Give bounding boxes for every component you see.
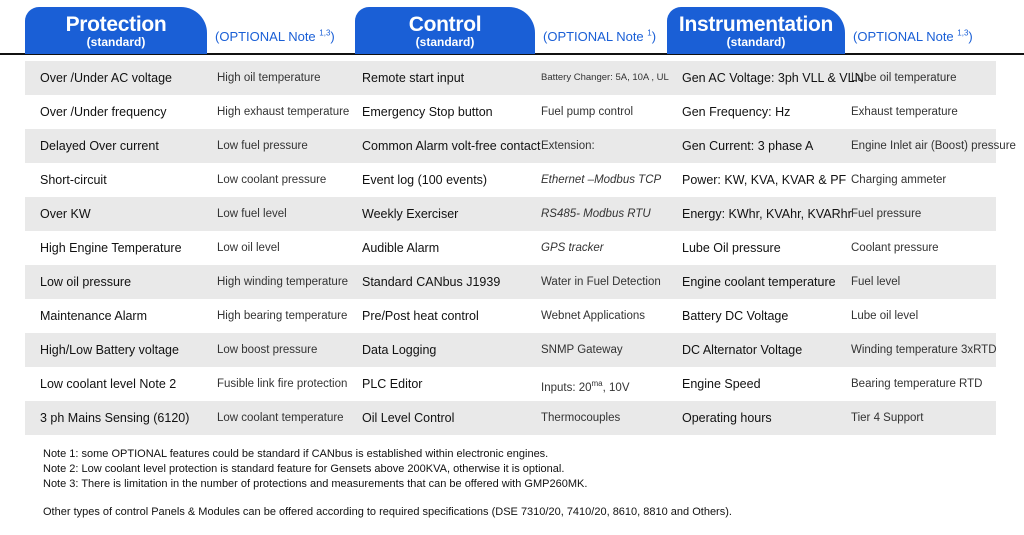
instrumentation-standard-cell: Power: KW, KVA, KVAR & PF [682, 173, 847, 187]
instrumentation-standard-cell: Engine coolant temperature [682, 275, 836, 289]
table-row [25, 163, 996, 197]
control-standard-cell: Common Alarm volt-free contact [362, 139, 541, 153]
control-optional-cell: GPS tracker [541, 242, 604, 254]
instrumentation-optional-cell: Winding temperature 3xRTD [851, 344, 997, 356]
instrumentation-optional-cell: Engine Inlet air (Boost) pressure [851, 140, 1016, 152]
control-standard-cell: Data Logging [362, 343, 437, 357]
protection-optional-cell: High oil temperature [217, 72, 321, 84]
protection-standard-cell: Over /Under frequency [40, 105, 167, 119]
table-row [25, 231, 996, 265]
control-optional-sup: 1 [647, 28, 652, 38]
protection-header-tab [25, 7, 207, 54]
control-standard-cell: PLC Editor [362, 377, 423, 391]
control-optional-cell: Ethernet –Modbus TCP [541, 174, 662, 186]
protection-optional-cell: High winding temperature [217, 276, 349, 288]
protection-optional-cell: Low coolant pressure [217, 174, 327, 186]
protection-subtitle: (standard) [86, 35, 146, 49]
control-standard-cell: Oil Level Control [362, 411, 455, 425]
instrumentation-standard-cell: Energy: KWhr, KVAhr, KVARhr [682, 207, 852, 221]
protection-optional-close: ) [330, 29, 335, 44]
instrumentation-optional-cell: Lube oil level [851, 310, 919, 322]
protection-standard-cell: High Engine Temperature [40, 241, 182, 255]
protection-optional-cell: Low fuel pressure [217, 140, 308, 152]
instrumentation-optional-cell: Exhaust temperature [851, 106, 958, 118]
protection-optional-cell: Low oil level [217, 242, 280, 254]
instrumentation-title: Instrumentation [678, 13, 834, 36]
instrumentation-optional-cell: Lube oil temperature [851, 72, 957, 84]
protection-optional-cell: Low fuel level [217, 208, 287, 220]
instrumentation-standard-cell: Operating hours [682, 411, 772, 425]
control-standard-cell: Weekly Exerciser [362, 207, 459, 221]
instrumentation-standard-cell: Engine Speed [682, 377, 761, 391]
instrumentation-standard-cell: Lube Oil pressure [682, 241, 781, 255]
instrumentation-standard-cell: DC Alternator Voltage [682, 343, 803, 357]
control-optional-close: ) [651, 29, 657, 44]
plc-inputs-tail: , 10V [602, 381, 630, 394]
control-standard-cell: Emergency Stop button [362, 105, 493, 119]
instrumentation-standard-cell: Gen Frequency: Hz [682, 105, 791, 119]
control-title: Control [408, 13, 482, 36]
footnotes [43, 447, 587, 492]
table-row [25, 299, 996, 333]
control-optional-cell: Water in Fuel Detection [541, 276, 661, 288]
protection-standard-cell: Low coolant level Note 2 [40, 377, 177, 391]
control-standard-cell: Remote start input [362, 71, 465, 85]
control-optional-cell: Extension: [541, 140, 595, 152]
table-row [25, 401, 996, 435]
protection-optional-cell: High bearing temperature [217, 310, 348, 322]
table-row [25, 197, 996, 231]
protection-standard-cell: High/Low Battery voltage [40, 343, 179, 357]
control-optional-cell: Webnet Applications [541, 310, 645, 322]
protection-optional-cell: Low boost pressure [217, 344, 318, 356]
instrumentation-optional-cell: Charging ammeter [851, 174, 947, 186]
protection-standard-cell: Over /Under AC voltage [40, 71, 173, 85]
plc-inputs-text: Inputs: 20 [541, 381, 592, 394]
table-row [25, 129, 1016, 163]
note-1: Note 1: some OPTIONAL features could be standard if CANbus is established within electronic engines. [43, 448, 549, 460]
protection-optional-cell: High exhaust temperature [217, 106, 350, 118]
instrumentation-optional-cell: Bearing temperature RTD [851, 378, 983, 390]
table-row [25, 367, 996, 401]
protection-optional-cell: Fusible link fire protection [217, 378, 348, 390]
instrumentation-optional-label: (OPTIONAL Note [853, 29, 958, 44]
table-row [25, 95, 996, 129]
table-row [25, 265, 996, 299]
protection-optional-label: (OPTIONAL Note [215, 29, 320, 44]
instrumentation-optional-cell: Coolant pressure [851, 242, 939, 254]
instrumentation-subtitle: (standard) [726, 35, 786, 49]
instrumentation-header-tab [667, 7, 845, 54]
instrumentation-standard-cell: Battery DC Voltage [682, 309, 789, 323]
control-optional-label: (OPTIONAL Note [543, 29, 648, 44]
protection-standard-cell: Low oil pressure [40, 275, 132, 289]
instrumentation-standard-cell: Gen Current: 3 phase A [682, 139, 814, 153]
instrumentation-optional-close: ) [968, 29, 973, 44]
protection-optional-cell: Low coolant temperature [217, 412, 344, 424]
instrumentation-optional-cell: Tier 4 Support [851, 412, 924, 424]
control-optional-cell: RS485- Modbus RTU [541, 208, 651, 220]
control-standard-cell: Event log (100 events) [362, 173, 488, 187]
control-optional-header [535, 20, 657, 53]
control-optional-cell: SNMP Gateway [541, 344, 623, 356]
protection-standard-cell: Delayed Over current [40, 139, 159, 153]
table-row [25, 333, 996, 367]
table-row [25, 61, 996, 95]
instrumentation-standard-cell: Gen AC Voltage: 3ph VLL & VLN [682, 71, 864, 85]
instrumentation-optional-header [845, 20, 985, 53]
protection-standard-cell: Over KW [40, 207, 91, 221]
note-2: Note 2: Low coolant level protection is standard feature for Gensets above 200KVA, otherwise it is optional. [43, 463, 565, 475]
note-3: Note 3: There is limitation in the number of protections and measurements that can be offered with GMP260MK. [43, 478, 588, 490]
plc-inputs-sup: ma [591, 379, 603, 388]
protection-standard-cell: 3 ph Mains Sensing (6120) [40, 411, 190, 425]
control-standard-cell: Audible Alarm [362, 241, 440, 255]
instrumentation-optional-cell: Fuel pressure [851, 208, 922, 220]
control-optional-cell [541, 367, 630, 401]
control-header-tab [355, 7, 535, 54]
protection-optional-sup: 1,3 [319, 28, 331, 38]
control-standard-cell: Standard CANbus J1939 [362, 275, 501, 289]
control-optional-cell: Battery Changer: 5A, 10A , UL [541, 72, 669, 83]
protection-optional-header [207, 20, 344, 53]
instrumentation-optional-sup: 1,3 [957, 28, 969, 38]
control-optional-cell: Thermocouples [541, 412, 621, 424]
control-subtitle: (standard) [415, 35, 475, 49]
instrumentation-optional-cell: Fuel level [851, 276, 901, 288]
control-standard-cell: Pre/Post heat control [362, 309, 479, 323]
other-panels-note: Other types of control Panels & Modules can be offered according to required specifications (DSE 7310/20, 7410/20, 8610, 8810 and Others). [43, 506, 732, 518]
control-optional-cell: Fuel pump control [541, 106, 634, 118]
protection-title: Protection [65, 13, 167, 36]
protection-standard-cell: Short-circuit [40, 173, 107, 187]
protection-standard-cell: Maintenance Alarm [40, 309, 148, 323]
